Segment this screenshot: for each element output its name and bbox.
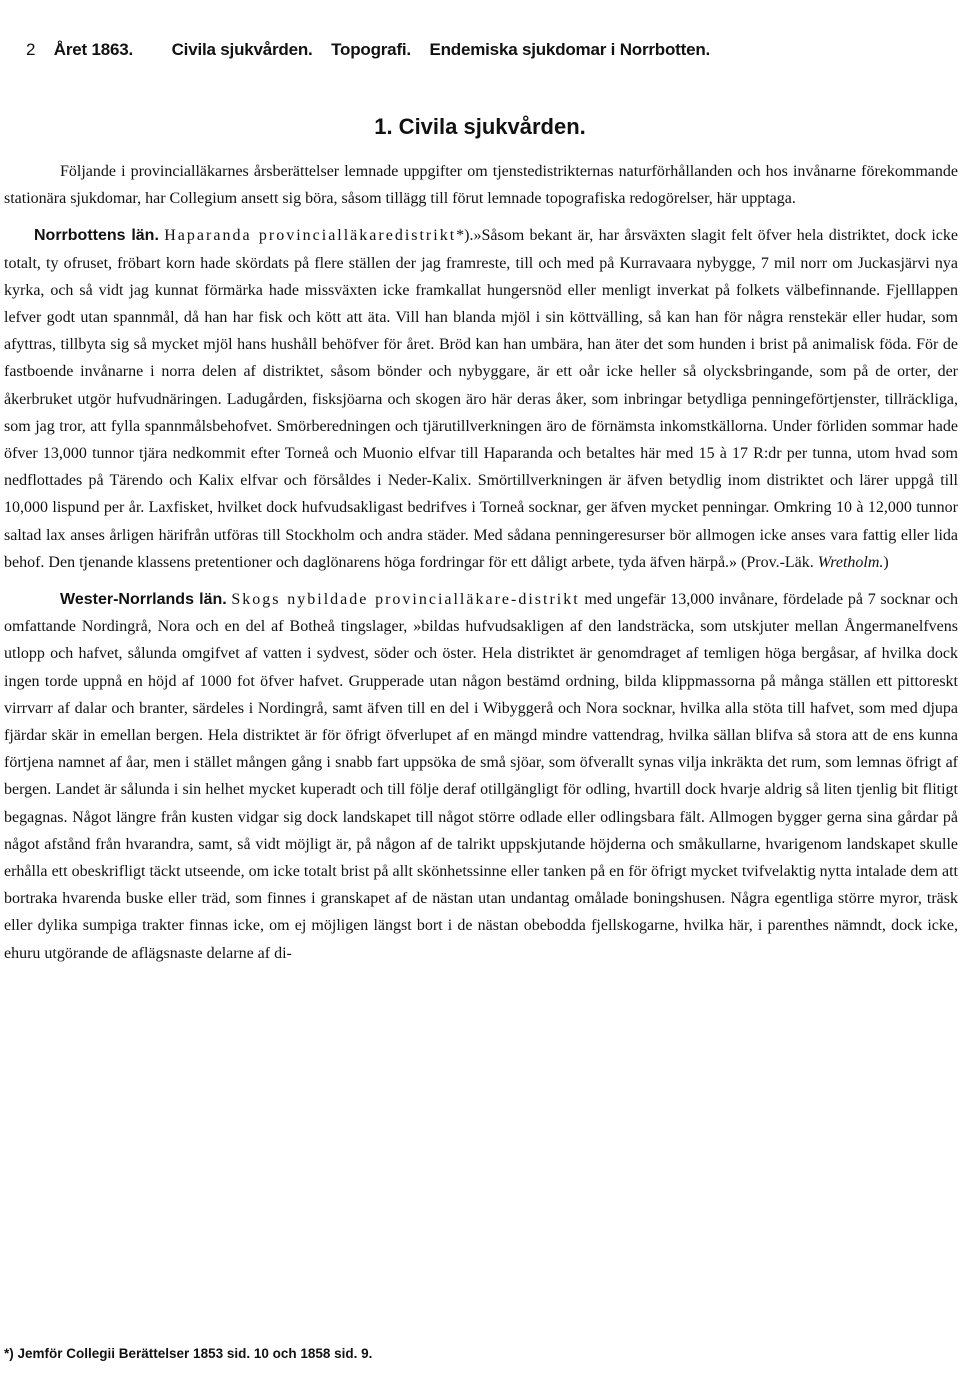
intro-paragraph: Följande i provincialläkarnes årsberättelser lemnade uppgifter om tjenstedistrikternas naturförhållanden och hos invånarne förekommande stationära sjukdomar, har Collegium ansett sig böra, såsom tillägg till förut lemnade topografiska redogörelser, här upptaga. (4, 163, 958, 208)
header-subject-endemiska: Endemiska sjukdomar i Norrbotten. (429, 40, 711, 59)
author-name: Wretholm. (817, 553, 884, 571)
footnote: *) Jemför Collegii Berättelser 1853 sid. 10 och 1858 sid. 9. (4, 1346, 373, 1361)
body-text (4, 158, 958, 967)
westernorrland-paragraph (4, 586, 958, 967)
district-name-haparanda: Haparanda provincialläkaredistrikt (164, 227, 457, 245)
header-subject-topografi: Topografi. (331, 40, 411, 59)
header-subject-civila: Civila sjukvården. (171, 40, 313, 59)
closing-paren: ) (883, 553, 889, 571)
footnote-marker: *). (456, 227, 474, 245)
norrbotten-text: »Såsom bekant är, har årsväxten slagit felt öfver hela distriktet, dock icke totalt, ty ofruset, fröbart korn hade skördats på flere ställen der jag framreste, till och med på Kurravaara nybygge, 7 mil norr om Juckasjärvi nya kyrka, och så vidt jag kunnat förmärka hade missväxten icke framkallat hungersnöd eller menligt inverkat på folkets välbefinnande. Fjelllappen lefver godt utan spannmål, då han har fisk och kött att äta. Vill han blanda mjöl i sin köttvälling, så kan han för några renstekär eller hudar, som afyttras, tillbyta sig så mycket mjöl hans hushåll behöfver för året. Bröd kan han umbära, han äter det som hunden i brist på animalisk föda. För de fastboende invånarne i norra delen af distriktet, såsom bönder och nybyggare, är ett oår icke heller så olycksbringande, som på de orter, der åkerbruket utgör hufvudnäringen. Ladugården, fisksjöarna och skogen äro här deras åker, som inbringar betydliga penningeförtjenster, tillräckliga, som jag tror, att fylla spannmålsbehofvet. Smörberedningen och tjärutillverkningen äro de förnämsta inkomstkällorna. Under förliden sommar hade öfver 13,000 tunnor tjära nedkommit efter Torneå och Muonio elfvar till Haparanda och betaltes här med 15 à 17 R:dr per tunna, utom hvad som nedflottades på Tärendo och Kalix elfvar och försåldes i Neder-Kalix. Smörtillverkningen är äfven betydlig inom distriktet och lärer uppgå till 10,000 lispund per år. Laxfisket, hvilket dock hufvudsakligast bedrifves i Torneå socknar, ger äfven mycket penningar. Omkring 10 à 12,000 tunnor saltad lax anses årligen härifrån utföras till Stockholm och andra städer. Med sådana penningeresurser bör allmogen icke anses vara fattig eller lida behof. Den tjenande klassens pretentioner och daglönarens höga fordringar för ett dåligt arbete, tyda äfven härpå.» (Prov.-Läk. (4, 227, 959, 571)
county-heading-westernorrland: Wester-Norrlands län. (60, 591, 227, 609)
district-name-skog: Skogs nybildade provincialläkare-distrikt (231, 591, 580, 609)
header-year: Året 1863. (53, 40, 134, 59)
norrbotten-paragraph (4, 222, 958, 576)
page-number: 2 (26, 40, 36, 59)
westernorrland-text: med ungefär 13,000 invånare, fördelade på 7 socknar och omfattande Nordingrå, Nora och en del af Botheå tingslager, »bildas hufvudsakligen af den landsträcka, som utskjuter mellan Ångermanelfvens utlopp och hafvet, sålunda omgifvet af vatten i sydvest, söder och öster. Hela distriktet är genomdraget af temligen höga bergåsar, af hvilka dock ingen torde uppnå en höjd af 1000 fot öfver hafvet. Grupperade utan någon bestämd ordning, bilda klippmassorna på många ställen ett pittoreskt virrvarr af dalar och branter, särdeles i Nordingrå, samt äfven till en del i Wibyggerå och Nora socknar, hvilka alla stöta till hafvet, som med djupa fjärdar skär in emellan bergen. Hela distriktet är för öfrigt öfverlupet af en mängd mindre vattendrag, hvilka sällan blifva så stora att de ens kunna förtjena namnet af åar, men i stället mången gång i snabb fart uppsöka de små sjöar, som öfverallt synas vilja inkräkta det rum, som lemnas öfrigt af bergen. Landet är sålunda i sin helhet mycket kuperadt och till följe deraf otillgängligt för odling, hvartill dock hvarje aldrig så liten tjenlig bit flitigt begagnas. Något längre från kusten vidgar sig dock landskapet till något större odlade eller odlingsbara fält. Allmogen bygger gerna sina gårdar på något afstånd från hvarandra, samt, så vidt möjligt är, på någon af de talrikt uppskjutande höjderna och småkullarne, hvarigenom landskapet skulle erhålla ett obeskrifligt täckt utseende, om icke totalt brist på allt skönhetssinne eller tanken på en för öfrigt mycket tvifvelaktig nytta intalade dem att bortraka hvarenda buske eller träd, som finnes i granskapet af de nästan utan undantag omålade boningshusen. Några egentliga större myror, träsk eller dylika sumpiga trakter finnas icke, om ej möjligen längst bort i de nästan obebodda fjellskogarne, hvilka här, i parenthes nämndt, dock icke, ehuru utgörande de aflägsnaste delarne af di- (4, 591, 958, 962)
section-title: 1. Civila sjukvården. (374, 114, 586, 139)
county-heading-norrbotten: Norrbottens län. (34, 227, 159, 245)
running-head (26, 40, 956, 60)
